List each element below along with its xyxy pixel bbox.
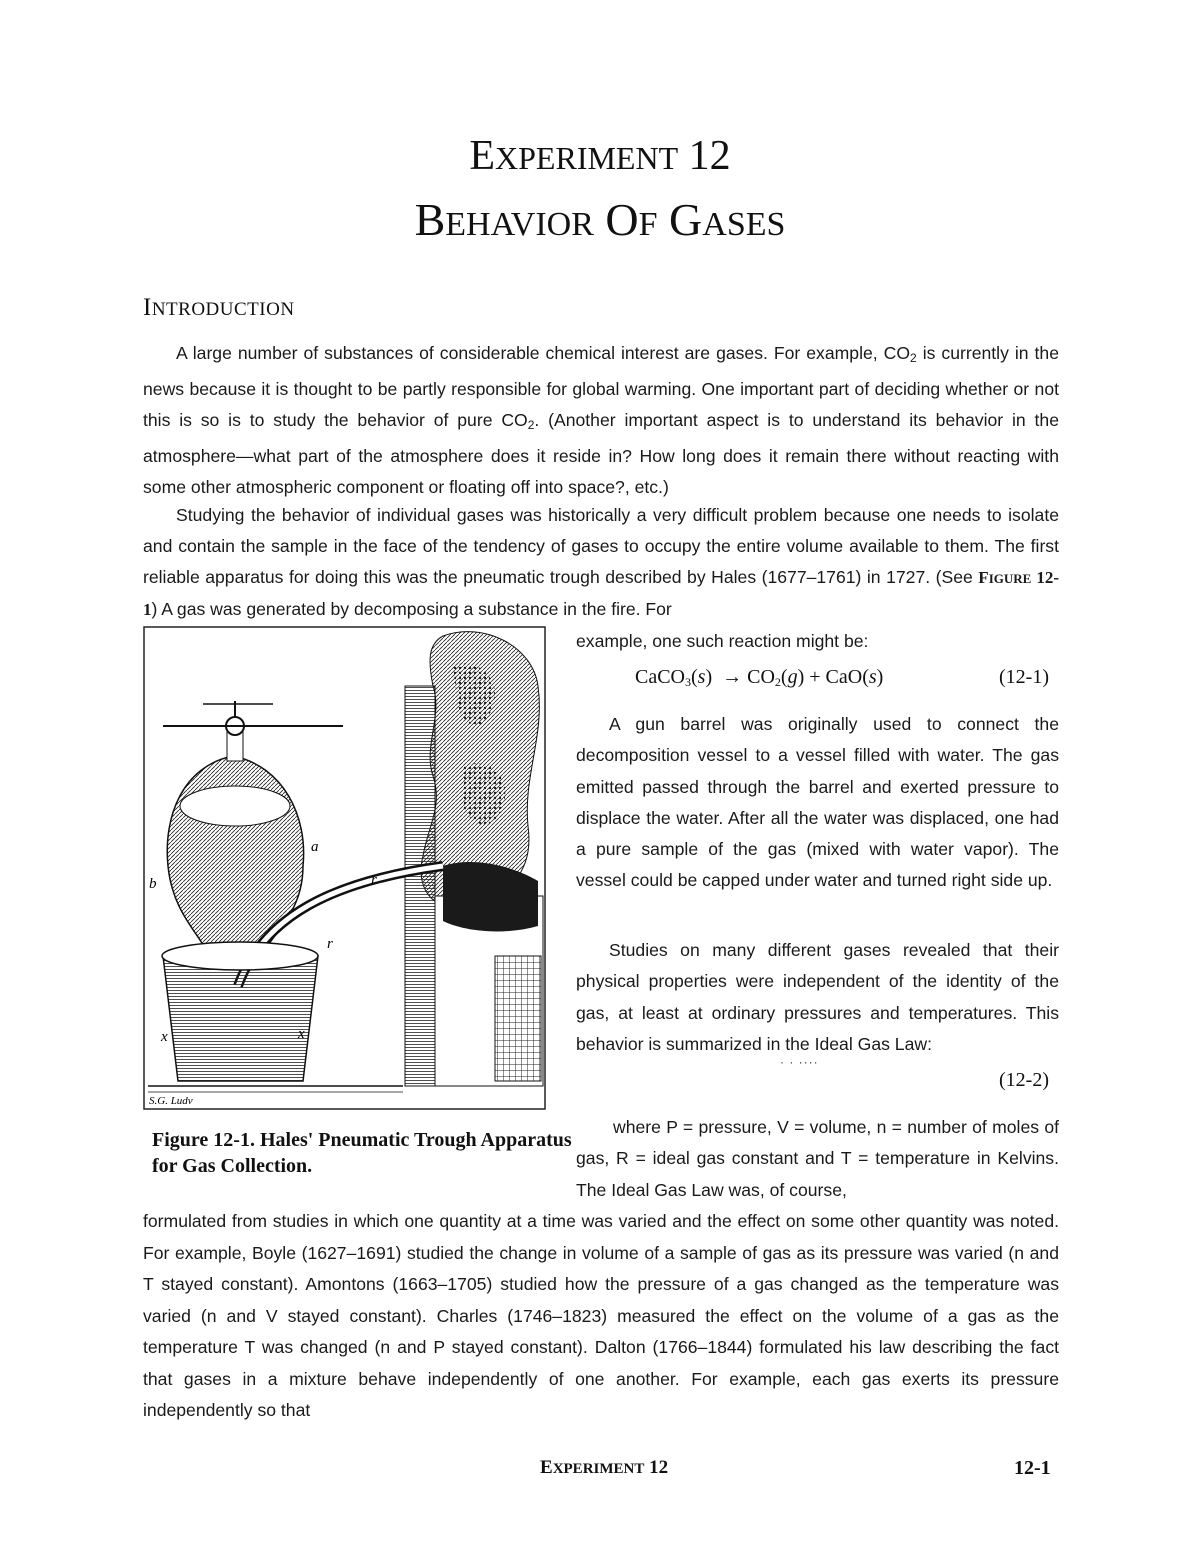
equation-number-12-2: (12-2) [999,1069,1049,1091]
page-title: BEHAVIOR OF GASES [414,194,786,245]
intro-paragraph-1: A large number of substances of considerable chemical interest are gases. For example, CO2 is currently in the news because it is thought to be partly responsible for global warming. One important part of deciding whether or not this is so is to study the behavior of pure CO2. (Another important aspect is to understand its behavior in the atmosphere—what part of the atmosphere does it reside in? How long does it remain there without reacting with some other atmospheric component or floating off into space?, etc.) [143,343,1060,497]
hales-pneumatic-trough-illustration [143,626,546,1110]
section-heading: INTRODUCTION [143,294,295,321]
example-intro-line: example, one such reaction might be: [576,631,869,651]
ideal-gas-law-equation-placeholder: · · ···· [780,1055,819,1069]
figure-reference: FIGURE 12-1 [143,568,1059,619]
figure-label-b: b [149,876,157,892]
equation-12-1: CaCO3(s) → CO2(g) + CaO(s) [635,666,884,689]
figure-label-x-right: x [298,1026,305,1042]
intro-paragraph-2: Studying the behavior of individual gases was historically a very difficult problem because one needs to isolate and contain the sample in the face of the tendency of gases to occupy the entire volume available to them. The first reliable apparatus for doing this was the pneumatic trough described by Hales (1677–1761) in 1727. (See FIGURE 12-1) A gas was generated by decomposing a substance in the fire. For [143,505,1059,619]
figure-caption: Figure 12-1. Hales' Pneumatic Trough Apparatus for Gas Collection. [152,1129,572,1177]
figure-label-r-upper: r [371,872,377,888]
footer-experiment-label: EXPERIMENT 12 [540,1457,669,1478]
where-definitions-paragraph: where P = pressure, V = volume, n = number of moles of gas, R = ideal gas constant and T = temperature in Kelvins. The Ideal Gas Law was, of course, [576,1117,1059,1200]
figure-label-a: a [311,839,319,855]
gun-barrel-paragraph: A gun barrel was originally used to connect the decomposition vessel to a vessel filled with water. The gas emitted passed through the barrel and exerted pressure to displace the water. After all the water was displaced, one had a pure sample of the gas (mixed with water vapor). The vessel could be capped under water and turned right side up. [576,714,1059,891]
figure-label-r-lower: r [327,936,333,952]
history-paragraph: formulated from studies in which one quantity at a time was varied and the effect on some other quantity was noted. For example, Boyle (1627–1691) studied the change in volume of a sample of gas as its pressure was varied (n and T stayed constant). Amontons (1663–1705) studied how the pressure of a gas changed as the temperature was varied (n and V stayed constant). Charles (1746–1823) measured the effect on the volume of a gas as the temperature T was changed (n and P stayed constant). Dalton (1766–1844) formulated his law describing the fact that gases in a mixture behave independently of one another. For example, each gas exerts its pressure independently so that [143,1211,1059,1420]
ideal-gas-studies-paragraph: Studies on many different gases revealed that their physical properties were independent of the identity of the gas, at least at ordinary pressures and temperatures. This behavior is summarized in the Ideal Gas Law: [576,940,1059,1054]
page-number: 12-1 [1014,1457,1051,1479]
figure-label-x-left: x [161,1029,168,1045]
experiment-title: EXPERIMENT 12 [469,133,731,179]
equation-number-12-1: (12-1) [999,666,1049,688]
engraver-signature: S.G. Ludv [149,1095,193,1107]
